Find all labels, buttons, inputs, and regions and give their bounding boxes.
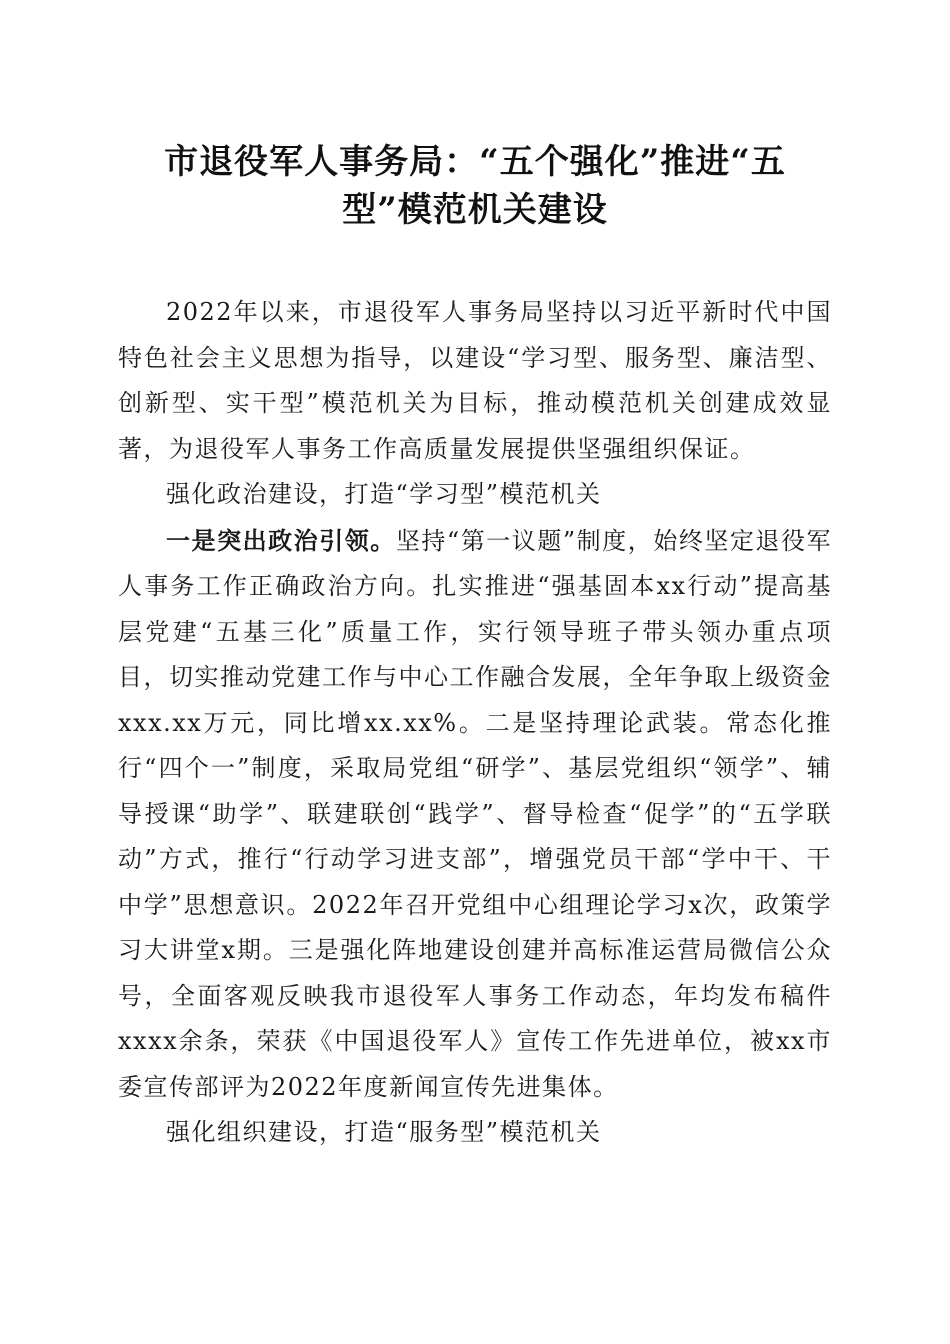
title-line-2: 型”模范机关建设 bbox=[342, 190, 608, 230]
section-1-heading: 强化政治建设，打造“学习型”模范机关 bbox=[166, 480, 602, 508]
intro-paragraph: 2022年以来，市退役军人事务局坚持以习近平新时代中国特色社会主义思想为指导，以建设“学习型、服务型、廉洁型、创新型、实干型”模范机关为目标，推动模范机关创建成效显著，为退役军人事务工作高质量发展提供坚强组织保证。 bbox=[118, 298, 832, 463]
section-1-body: 坚持“第一议题”制度，始终坚定退役军人事务工作正确政治方向。扎实推进“强基固本xx行动”提高基层党建“五基三化”质量工作，实行领导班子带头领办重点项目，切实推动党建工作与中心工作融合发展，全年争取上级资金xxx.xx万元，同比增xx.xx%。二是坚持理论武装。常态化推行“四个一”制度，采取局党组“研学”、基层党组织“领学”、辅导授课“助学”、联建联创“践学”、督导检查“促学”的“五学联动”方式，推行“行动学习进支部”，增强党员干部“学中干、干中学”思想意识。2022年召开党组中心组理论学习x次，政策学习大讲堂x期。三是强化阵地建设创建并高标准运营局微信公众号，全面客观反映我市退役军人事务工作动态，年均发布稿件xxxx余条，荣获《中国退役军人》宣传工作先进单位，被xx市委宣传部评为2022年度新闻宣传先进集体。 bbox=[118, 526, 833, 1101]
section-2-heading: 强化组织建设，打造“服务型”模范机关 bbox=[166, 1118, 602, 1146]
section-1-lead: 一是突出政治引领。 bbox=[166, 525, 396, 555]
title-line-1: 市退役军人事务局：“五个强化”推进“五 bbox=[164, 142, 786, 182]
document-title bbox=[118, 138, 832, 234]
section-1-paragraph bbox=[118, 518, 832, 1111]
